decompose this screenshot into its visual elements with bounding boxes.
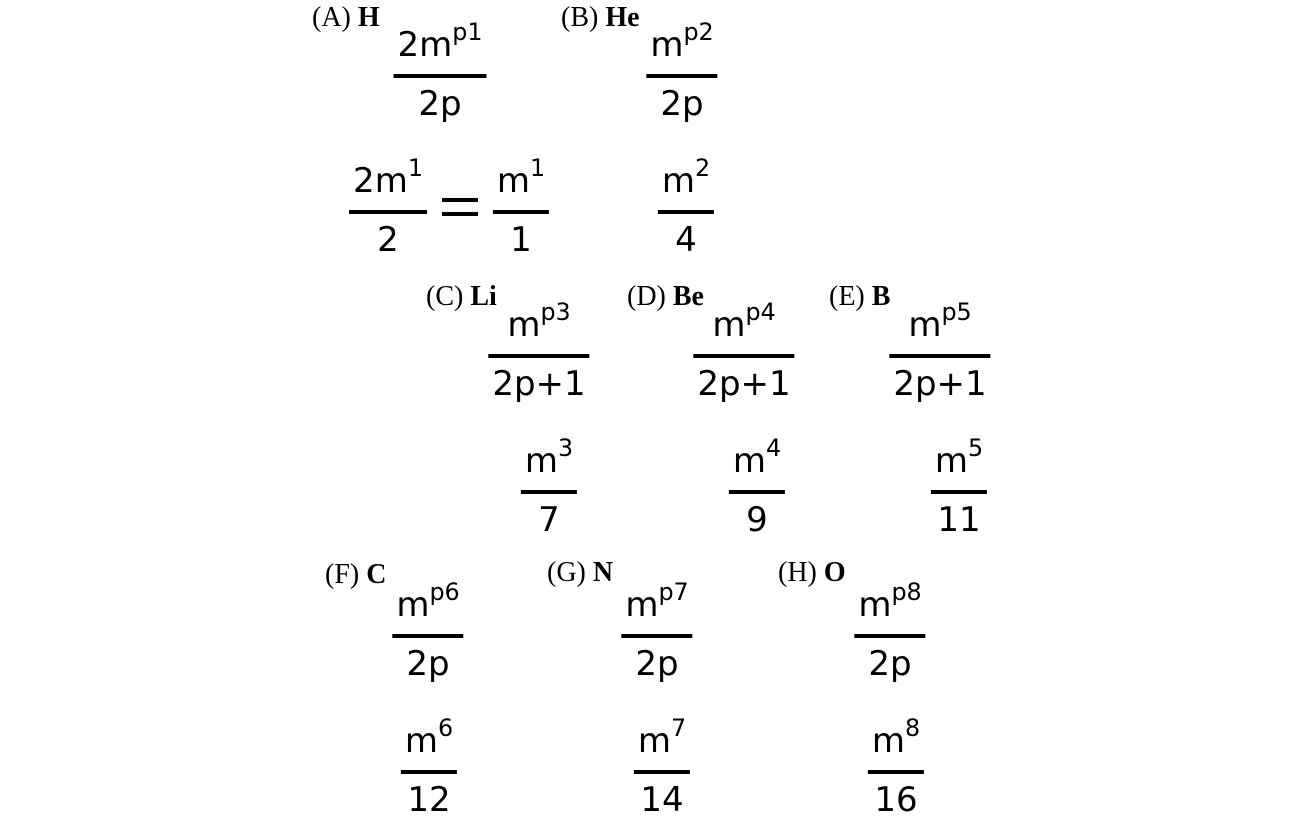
denominator: 2p+1 [893, 364, 987, 404]
fraction-bar [729, 490, 785, 494]
fraction-bar [658, 210, 714, 214]
panel-label [561, 4, 640, 32]
numerator: $m^6$ [404, 714, 454, 761]
element-symbol: O [823, 557, 846, 588]
panel-letter: (D) [627, 281, 666, 312]
specific-fraction [658, 154, 714, 260]
panel-label [627, 283, 704, 311]
numerator: $2m^1$ [353, 154, 423, 201]
numerator: $m^{p6}$ [396, 578, 460, 625]
denominator: 2p [635, 644, 679, 684]
numerator: $m^1$ [496, 154, 546, 201]
general-fraction [889, 298, 990, 404]
element-symbol: Li [470, 281, 497, 312]
denominator: 14 [640, 780, 684, 820]
panel-label [312, 4, 380, 32]
specific-fraction [931, 434, 987, 540]
specific-fraction [868, 714, 924, 820]
fraction-bar [349, 210, 427, 214]
general-fraction [488, 298, 589, 404]
fraction-bar [634, 770, 690, 774]
numerator: $m^{p7}$ [625, 578, 689, 625]
panel-letter: (C) [426, 281, 464, 312]
equals-sign [442, 198, 478, 216]
panel-letter: (B) [561, 2, 599, 33]
numerator: $m^{p3}$ [507, 298, 571, 345]
numerator: $m^{p8}$ [858, 578, 922, 625]
specific-fraction [349, 154, 427, 260]
fraction-bar [621, 634, 692, 638]
denominator: 2p+1 [492, 364, 586, 404]
numerator: $2m^{p1}$ [397, 18, 483, 65]
general-fraction [393, 18, 486, 124]
numerator: $m^{p5}$ [908, 298, 972, 345]
panel-label [547, 559, 613, 587]
denominator: 4 [675, 220, 697, 260]
denominator: 7 [538, 500, 560, 540]
denominator: 12 [407, 780, 451, 820]
panel-label [426, 283, 497, 311]
element-symbol: Be [672, 281, 704, 312]
element-symbol: N [592, 557, 614, 588]
numerator: $m^8$ [871, 714, 921, 761]
numerator: $m^3$ [524, 434, 574, 481]
numerator: $m^2$ [661, 154, 711, 201]
denominator: 2p [660, 84, 704, 124]
element-symbol: C [366, 559, 387, 590]
element-symbol: He [605, 2, 640, 33]
fraction-bar [393, 74, 486, 78]
numerator: $m^{p2}$ [650, 18, 714, 65]
panel-label [829, 283, 890, 311]
fraction-bar [854, 634, 925, 638]
denominator: 2 [377, 220, 399, 260]
numerator: $m^{p4}$ [712, 298, 776, 345]
denominator: 2p [406, 644, 450, 684]
element-symbol: H [357, 2, 380, 33]
simplified-fraction [493, 154, 549, 260]
general-fraction [621, 578, 692, 684]
general-fraction [392, 578, 463, 684]
denominator: 1 [510, 220, 532, 260]
fraction-bar [889, 354, 990, 358]
denominator: 2p+1 [697, 364, 791, 404]
general-fraction [646, 18, 717, 124]
numerator: $m^5$ [934, 434, 984, 481]
fraction-bar [493, 210, 549, 214]
panel-label [325, 561, 386, 589]
panel-letter: (A) [312, 2, 351, 33]
denominator: 2p [418, 84, 462, 124]
fraction-bar [521, 490, 577, 494]
fraction-bar [488, 354, 589, 358]
numerator: $m^7$ [637, 714, 687, 761]
specific-fraction [401, 714, 457, 820]
fraction-bar [392, 634, 463, 638]
fraction-bar [693, 354, 794, 358]
panel-letter: (F) [325, 559, 360, 590]
general-fraction [693, 298, 794, 404]
element-symbol: B [871, 281, 891, 312]
panel-label [778, 559, 846, 587]
fraction-bar [868, 770, 924, 774]
fraction-bar [646, 74, 717, 78]
specific-fraction [634, 714, 690, 820]
panel-letter: (H) [778, 557, 817, 588]
fraction-bar [401, 770, 457, 774]
panel-letter: (E) [829, 281, 865, 312]
specific-fraction [521, 434, 577, 540]
denominator: 11 [937, 500, 981, 540]
specific-fraction [729, 434, 785, 540]
general-fraction [854, 578, 925, 684]
numerator: $m^4$ [732, 434, 782, 481]
denominator: 16 [874, 780, 918, 820]
denominator: 9 [746, 500, 768, 540]
fraction-bar [931, 490, 987, 494]
denominator: 2p [868, 644, 912, 684]
panel-letter: (G) [547, 557, 586, 588]
